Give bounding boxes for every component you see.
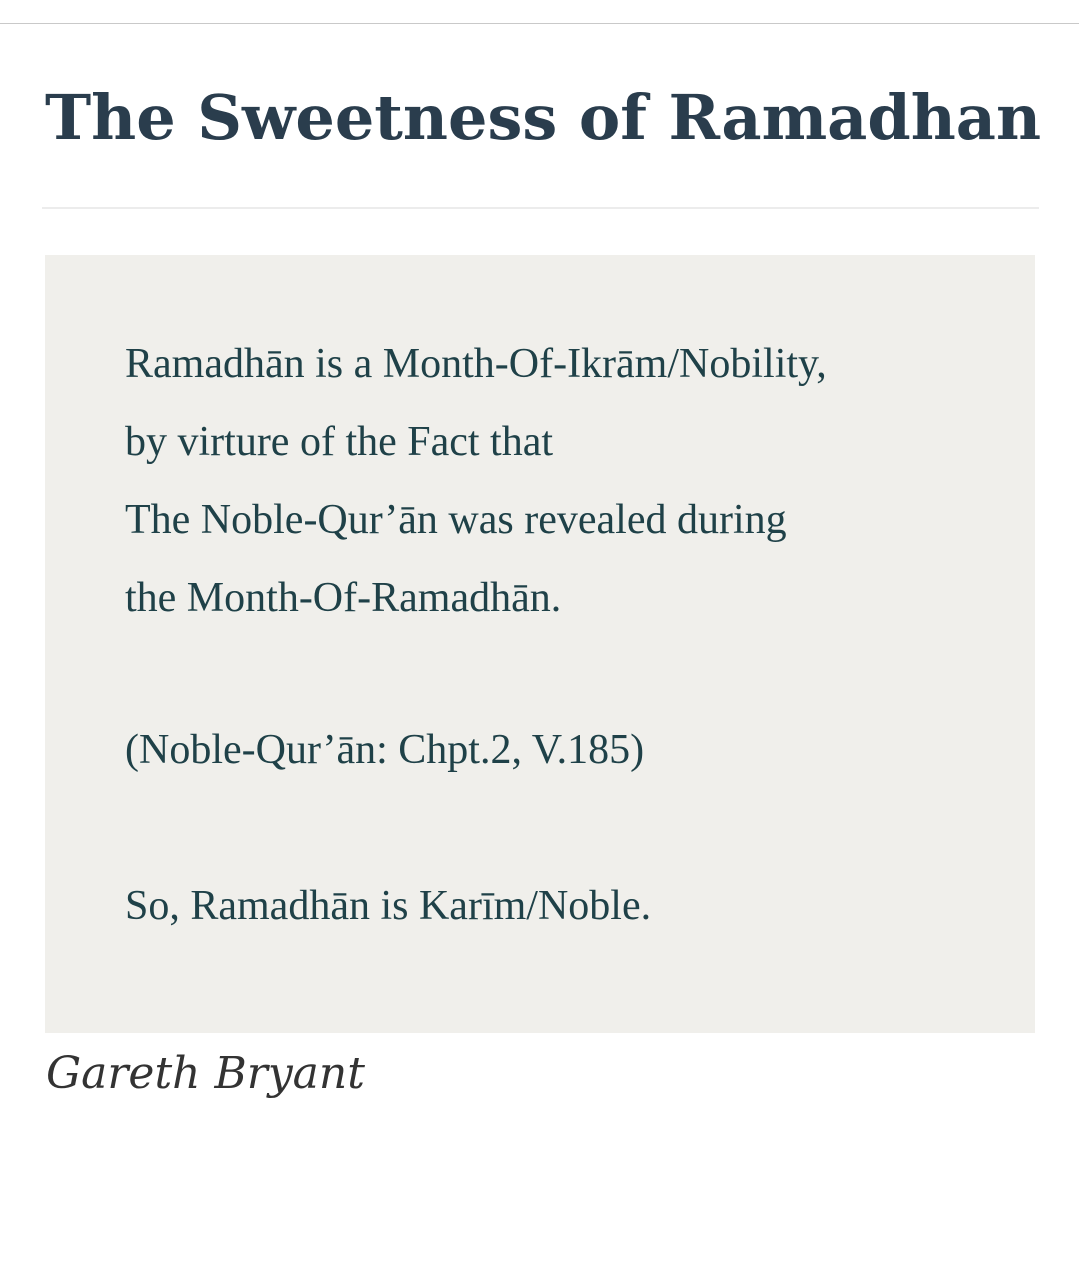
quote-image-card — [45, 255, 1035, 1033]
quote-line: The Noble-Qur’ān was revealed during — [125, 497, 787, 543]
quote-line: Ramadhān is a Month-Of-Ikrām/Nobility, — [125, 341, 827, 387]
title-divider — [42, 207, 1039, 209]
quote-line: by virture of the Fact that — [125, 419, 554, 465]
quote-conclusion: So, Ramadhān is Karīm/Noble. — [125, 883, 652, 929]
author-name: Gareth Bryant — [46, 1048, 365, 1099]
page-title: The Sweetness of Ramadhan — [45, 81, 1042, 154]
quote-line: the Month-Of-Ramadhān. — [125, 575, 562, 621]
quote-body — [125, 325, 827, 637]
top-divider — [0, 23, 1079, 24]
quote-reference: (Noble-Qur’ān: Chpt.2, V.185) — [125, 727, 645, 773]
